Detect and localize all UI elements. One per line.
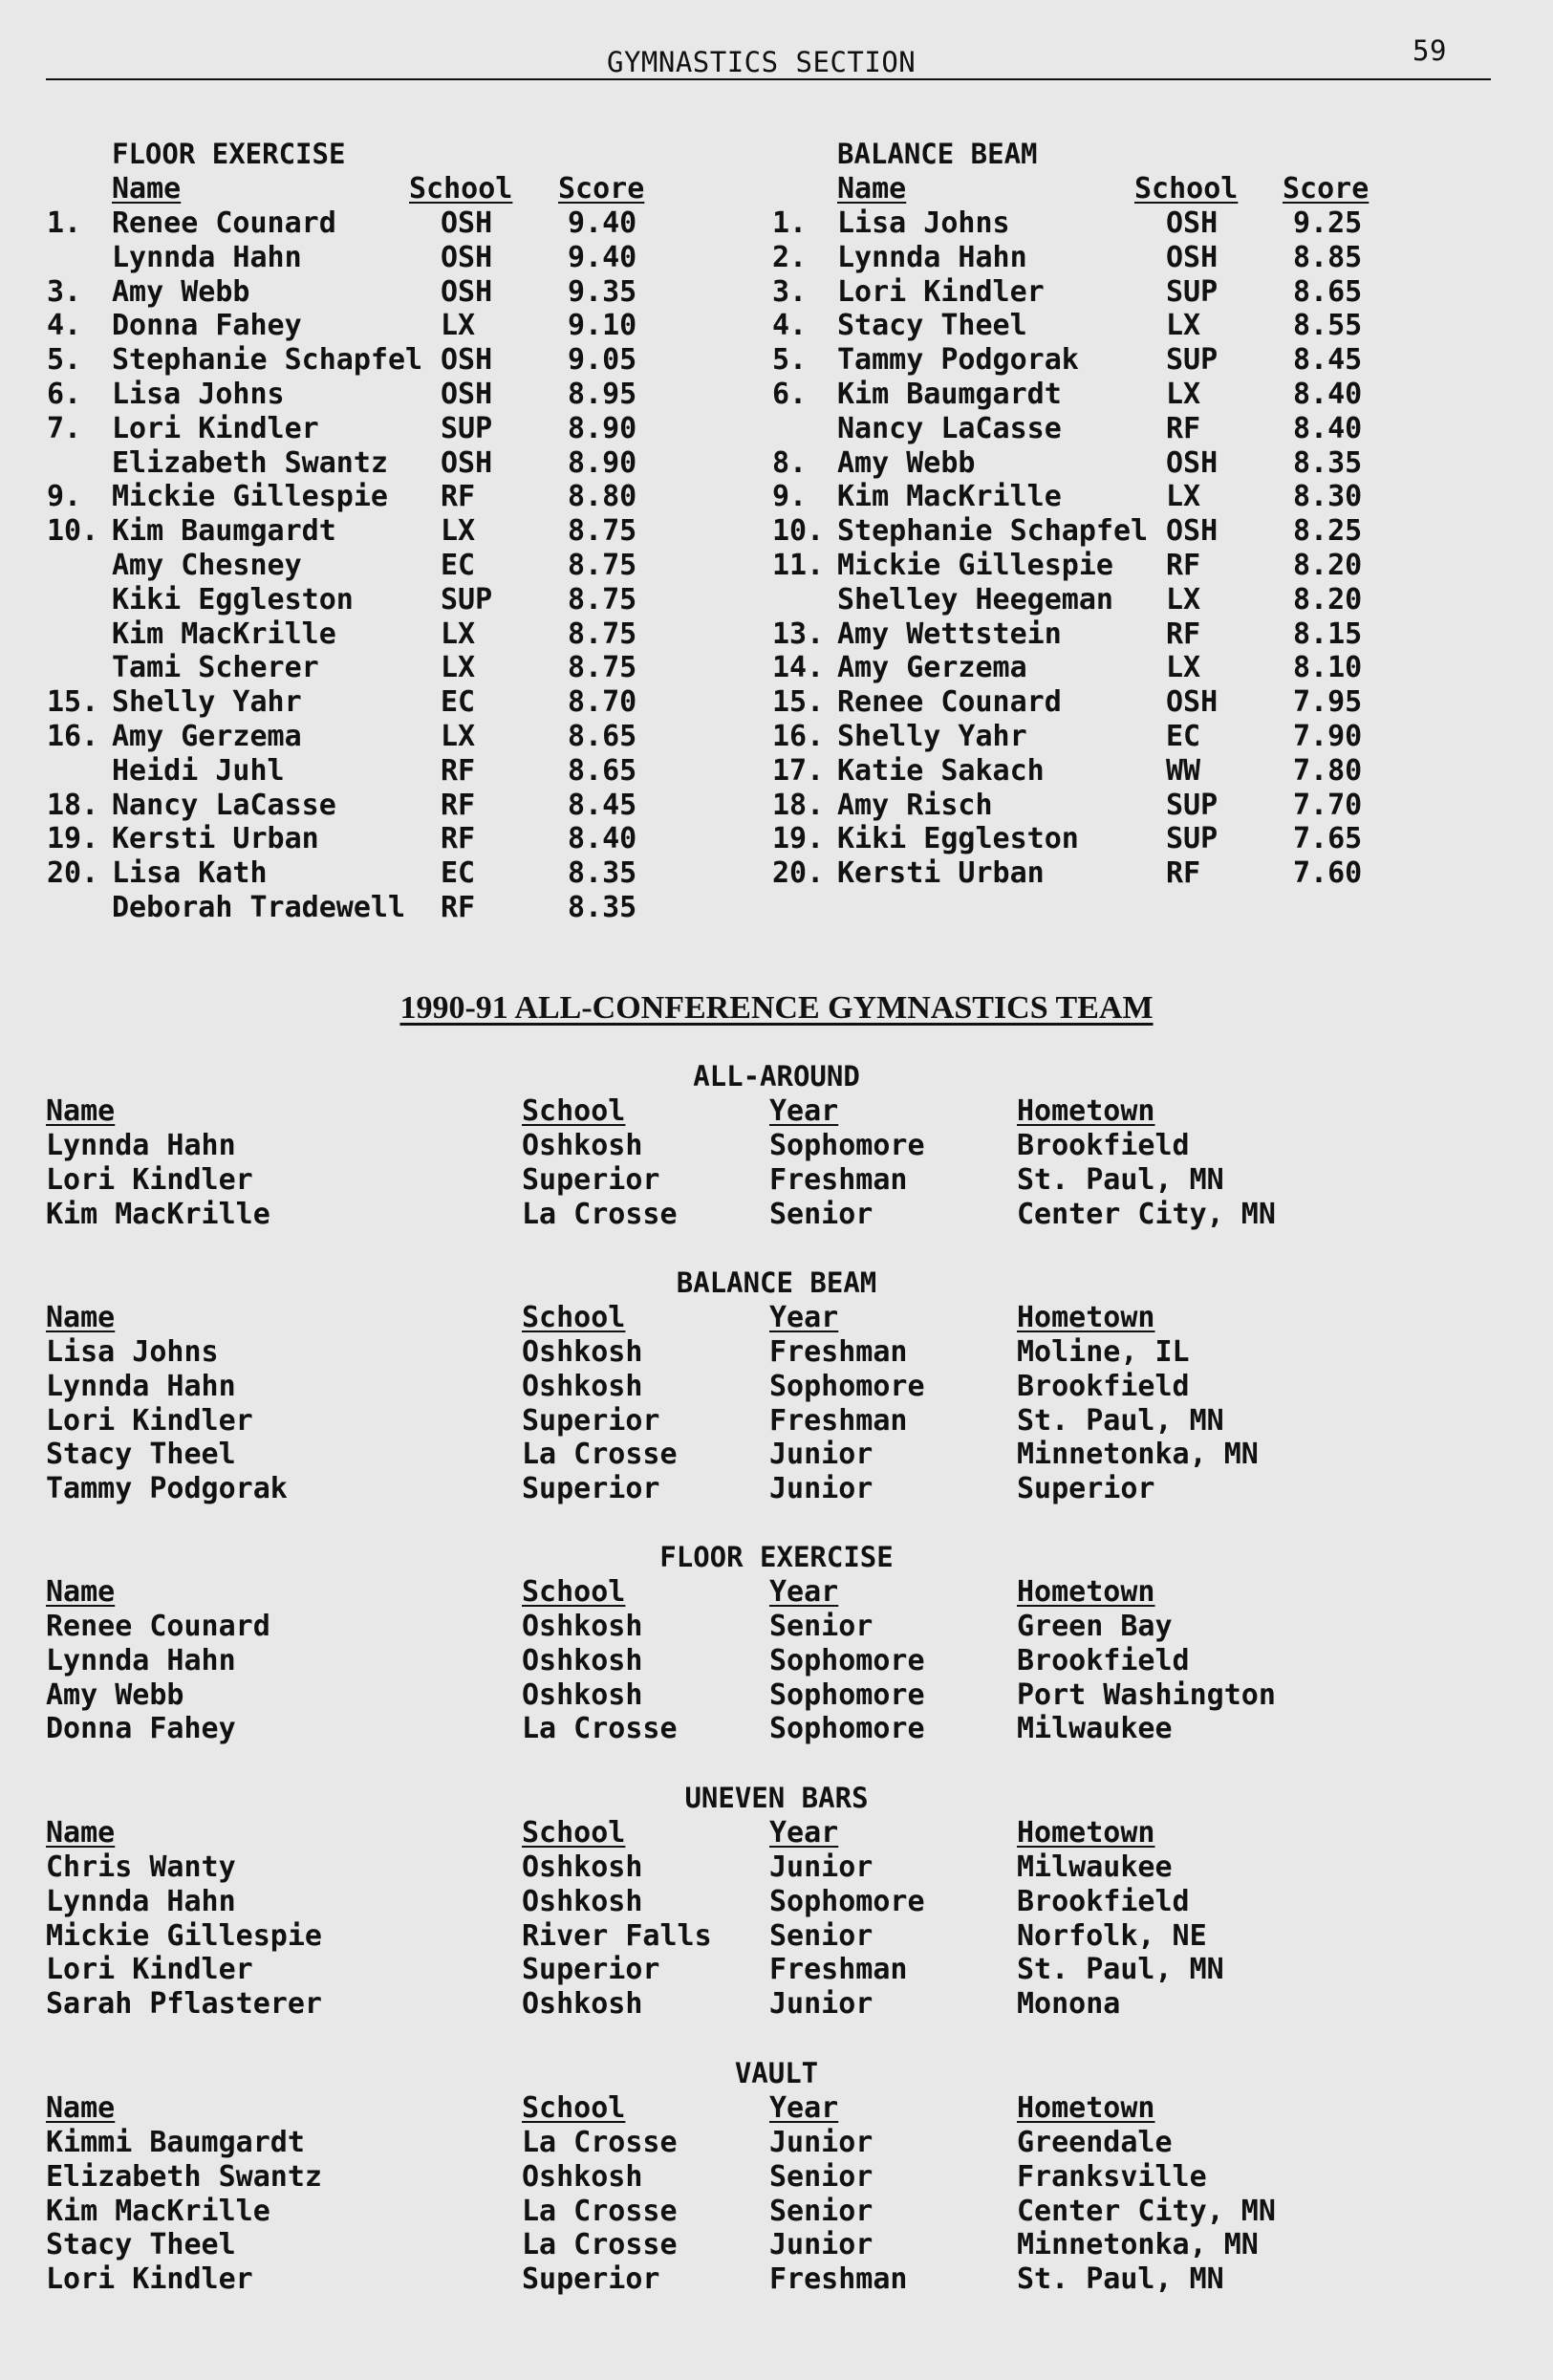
school-code: RF [1166, 549, 1201, 582]
rank: 13. [772, 617, 825, 651]
school-code: LX [441, 617, 476, 651]
member-hometown: Center City, MN [1017, 2194, 1276, 2228]
member-year: Junior [769, 2228, 874, 2262]
team-col-name: Name [46, 2091, 116, 2125]
member-hometown: Center City, MN [1017, 1197, 1276, 1231]
athlete-name: Shelly Yahr [112, 685, 302, 720]
team-col-school: School [522, 1301, 626, 1334]
athlete-name: Lisa Johns [837, 206, 1010, 240]
rank: 9. [772, 480, 808, 514]
athlete-name: Nancy LaCasse [112, 788, 336, 822]
member-name: Lori Kindler [46, 1953, 253, 1987]
rank: 7. [47, 411, 82, 445]
athlete-name: Stephanie Schapfel [112, 343, 423, 378]
athlete-name: Renee Counard [112, 206, 336, 240]
school-code: OSH [441, 378, 493, 411]
score: 8.70 [568, 685, 637, 720]
member-school: River Falls [522, 1918, 712, 1953]
member-year: Senior [769, 1610, 874, 1643]
score: 8.10 [1293, 651, 1363, 685]
score: 8.45 [568, 788, 637, 822]
score: 9.35 [568, 274, 637, 309]
rank: 11. [772, 549, 825, 582]
member-year: Sophomore [769, 1369, 925, 1403]
rank: 6. [47, 378, 82, 411]
athlete-name: Lynnda Hahn [837, 240, 1027, 274]
team-col-name: Name [46, 1575, 116, 1609]
member-year: Sophomore [769, 1712, 925, 1746]
score: 8.20 [1293, 582, 1363, 617]
school-code: RF [1166, 856, 1201, 891]
team-col-name: Name [46, 1301, 116, 1334]
athlete-name: Amy Gerzema [837, 651, 1027, 685]
athlete-name: Shelley Heegeman [837, 582, 1113, 617]
member-hometown: Milwaukee [1017, 1712, 1173, 1746]
school-code: OSH [441, 240, 493, 274]
school-code: RF [441, 788, 476, 822]
member-hometown: Milwaukee [1017, 1850, 1173, 1884]
member-hometown: Brookfield [1017, 1884, 1190, 1918]
member-school: Superior [522, 1162, 660, 1197]
team-col-hometown: Hometown [1017, 2091, 1155, 2125]
score: 9.40 [568, 206, 637, 240]
member-name: Elizabeth Swantz [46, 2159, 322, 2194]
school-code: SUP [441, 582, 493, 617]
member-year: Sophomore [769, 1643, 925, 1677]
beam-title: BALANCE BEAM [837, 138, 1038, 170]
rank: 15. [772, 685, 825, 720]
athlete-name: Lori Kindler [837, 274, 1045, 309]
member-year: Junior [769, 1850, 874, 1884]
score: 7.65 [1293, 822, 1363, 856]
school-code: SUP [1166, 788, 1219, 822]
athlete-name: Amy Webb [112, 274, 250, 309]
member-school: Superior [522, 1403, 660, 1438]
rank: 4. [772, 309, 808, 343]
rank: 6. [772, 378, 808, 411]
school-code: OSH [1166, 206, 1219, 240]
member-hometown: Norfolk, NE [1017, 1918, 1207, 1953]
member-school: Oshkosh [522, 1335, 643, 1369]
athlete-name: Kiki Eggleston [112, 582, 354, 617]
member-year: Freshman [769, 1162, 908, 1197]
school-code: WW [1166, 753, 1201, 788]
member-year: Junior [769, 1438, 874, 1472]
school-code: LX [1166, 582, 1201, 617]
athlete-name: Stacy Theel [837, 309, 1027, 343]
team-col-school: School [522, 1094, 626, 1128]
score: 8.75 [568, 582, 637, 617]
athlete-name: Kim MacKrille [837, 480, 1062, 514]
member-hometown: Greendale [1017, 2126, 1173, 2159]
rank: 10. [47, 514, 99, 549]
score: 8.95 [568, 378, 637, 411]
score: 8.40 [568, 822, 637, 856]
member-school: La Crosse [522, 2228, 678, 2262]
score: 8.35 [568, 891, 637, 924]
score: 9.25 [1293, 206, 1363, 240]
rank: 16. [772, 720, 825, 753]
athlete-name: Amy Webb [837, 445, 976, 480]
school-code: LX [1166, 651, 1201, 685]
athlete-name: Nancy LaCasse [837, 411, 1062, 445]
score: 9.10 [568, 309, 637, 343]
member-name: Donna Fahey [46, 1712, 236, 1746]
member-year: Freshman [769, 2262, 908, 2297]
athlete-name: Amy Gerzema [112, 720, 302, 753]
member-school: La Crosse [522, 1712, 678, 1746]
rank: 19. [772, 822, 825, 856]
school-code: OSH [441, 274, 493, 309]
athlete-name: Kersti Urban [112, 822, 319, 856]
header-rule [46, 78, 1491, 80]
member-year: Senior [769, 1197, 874, 1231]
school-code: LX [1166, 378, 1201, 411]
rank: 5. [772, 343, 808, 378]
member-school: Oshkosh [522, 1850, 643, 1884]
member-hometown: Green Bay [1017, 1610, 1173, 1643]
score: 7.90 [1293, 720, 1363, 753]
rank: 20. [47, 856, 99, 891]
member-hometown: St. Paul, MN [1017, 1403, 1224, 1438]
team-section-title: VAULT [734, 2057, 819, 2089]
score: 7.80 [1293, 753, 1363, 788]
school-code: SUP [1166, 274, 1219, 309]
member-name: Kim MacKrille [46, 2194, 270, 2228]
school-code: LX [441, 514, 476, 549]
school-code: RF [441, 891, 476, 924]
team-section-title: BALANCE BEAM [676, 1266, 877, 1299]
athlete-name: Kim Baumgardt [112, 514, 336, 549]
score: 8.85 [1293, 240, 1363, 274]
athlete-name: Tammy Podgorak [837, 343, 1079, 378]
rank: 1. [772, 206, 808, 240]
member-year: Freshman [769, 1335, 908, 1369]
athlete-name: Katie Sakach [837, 753, 1045, 788]
school-code: EC [1166, 720, 1201, 753]
member-school: La Crosse [522, 2126, 678, 2159]
member-name: Lynnda Hahn [46, 1129, 236, 1162]
score: 7.60 [1293, 856, 1363, 891]
rank: 4. [47, 309, 82, 343]
member-school: Oshkosh [522, 1677, 643, 1712]
score: 9.05 [568, 343, 637, 378]
school-code: OSH [1166, 445, 1219, 480]
athlete-name: Donna Fahey [112, 309, 302, 343]
member-name: Stacy Theel [46, 2228, 236, 2262]
rank: 15. [47, 685, 99, 720]
school-code: SUP [441, 411, 493, 445]
team-col-name: Name [46, 1816, 116, 1850]
member-school: Oshkosh [522, 2159, 643, 2194]
member-year: Sophomore [769, 1129, 925, 1162]
beam-col-name: Name [837, 172, 907, 206]
athlete-name: Deborah Tradewell [112, 891, 406, 924]
athlete-name: Lynnda Hahn [112, 240, 302, 274]
athlete-name: Lisa Kath [112, 856, 268, 891]
score: 7.95 [1293, 685, 1363, 720]
athlete-name: Tami Scherer [112, 651, 319, 685]
member-year: Sophomore [769, 1884, 925, 1918]
member-school: Oshkosh [522, 1369, 643, 1403]
score: 8.40 [1293, 378, 1363, 411]
school-code: SUP [1166, 822, 1219, 856]
score: 8.45 [1293, 343, 1363, 378]
rank: 1. [47, 206, 82, 240]
member-name: Lori Kindler [46, 1162, 253, 1197]
member-year: Senior [769, 2159, 874, 2194]
member-hometown: Brookfield [1017, 1129, 1190, 1162]
school-code: LX [441, 720, 476, 753]
member-hometown: St. Paul, MN [1017, 1953, 1224, 1987]
member-hometown: Superior [1017, 1472, 1155, 1506]
athlete-name: Kersti Urban [837, 856, 1045, 891]
athlete-name: Amy Chesney [112, 549, 302, 582]
member-name: Tammy Podgorak [46, 1472, 288, 1506]
team-col-school: School [522, 2091, 626, 2125]
member-year: Junior [769, 1472, 874, 1506]
score: 8.75 [568, 514, 637, 549]
member-hometown: Franksville [1017, 2159, 1207, 2194]
member-school: Oshkosh [522, 1643, 643, 1677]
school-code: OSH [1166, 514, 1219, 549]
score: 8.20 [1293, 549, 1363, 582]
school-code: EC [441, 549, 476, 582]
member-name: Lori Kindler [46, 1403, 253, 1438]
member-school: Oshkosh [522, 1610, 643, 1643]
school-code: LX [1166, 309, 1201, 343]
member-name: Kim MacKrille [46, 1197, 270, 1231]
floor-col-school: School [409, 172, 513, 206]
member-name: Sarah Pflasterer [46, 1987, 322, 2022]
athlete-name: Lori Kindler [112, 411, 319, 445]
score: 7.70 [1293, 788, 1363, 822]
rank: 2. [772, 240, 808, 274]
team-col-year: Year [769, 1575, 839, 1609]
member-school: Oshkosh [522, 1884, 643, 1918]
athlete-name: Renee Counard [837, 685, 1062, 720]
rank: 17. [772, 753, 825, 788]
score: 8.30 [1293, 480, 1363, 514]
member-hometown: Minnetonka, MN [1017, 2228, 1259, 2262]
member-school: La Crosse [522, 1197, 678, 1231]
beam-col-score: Score [1283, 172, 1370, 206]
rank: 20. [772, 856, 825, 891]
rank: 10. [772, 514, 825, 549]
athlete-name: Kim MacKrille [112, 617, 336, 651]
school-code: OSH [1166, 685, 1219, 720]
member-year: Sophomore [769, 1677, 925, 1712]
member-school: Oshkosh [522, 1129, 643, 1162]
score: 8.80 [568, 480, 637, 514]
athlete-name: Amy Wettstein [837, 617, 1062, 651]
team-col-hometown: Hometown [1017, 1575, 1155, 1609]
score: 8.65 [568, 753, 637, 788]
floor-title: FLOOR EXERCISE [112, 138, 346, 170]
member-year: Senior [769, 2194, 874, 2228]
school-code: EC [441, 685, 476, 720]
team-col-year: Year [769, 2091, 839, 2125]
school-code: OSH [441, 343, 493, 378]
floor-col-score: Score [558, 172, 645, 206]
team-col-hometown: Hometown [1017, 1301, 1155, 1334]
member-school: Superior [522, 1472, 660, 1506]
athlete-name: Heidi Juhl [112, 753, 285, 788]
score: 8.75 [568, 651, 637, 685]
athlete-name: Kim Baumgardt [837, 378, 1062, 411]
school-code: LX [441, 651, 476, 685]
member-year: Junior [769, 1987, 874, 2022]
member-hometown: Port Washington [1017, 1677, 1276, 1712]
member-name: Chris Wanty [46, 1850, 236, 1884]
score: 8.90 [568, 411, 637, 445]
school-code: SUP [1166, 343, 1219, 378]
score: 8.75 [568, 549, 637, 582]
school-code: RF [1166, 617, 1201, 651]
athlete-name: Mickie Gillespie [837, 549, 1113, 582]
member-hometown: St. Paul, MN [1017, 1162, 1224, 1197]
member-hometown: Monona [1017, 1987, 1121, 2022]
member-year: Junior [769, 2126, 874, 2159]
team-col-school: School [522, 1575, 626, 1609]
member-name: Kimmi Baumgardt [46, 2126, 305, 2159]
school-code: EC [441, 856, 476, 891]
member-year: Freshman [769, 1403, 908, 1438]
member-hometown: Minnetonka, MN [1017, 1438, 1259, 1472]
rank: 9. [47, 480, 82, 514]
page-number: 59 [1413, 34, 1447, 67]
section-title: GYMNASTICS SECTION [607, 46, 917, 78]
member-name: Lori Kindler [46, 2262, 253, 2297]
member-name: Stacy Theel [46, 1438, 236, 1472]
member-name: Mickie Gillespie [46, 1918, 322, 1953]
rank: 5. [47, 343, 82, 378]
member-year: Freshman [769, 1953, 908, 1987]
athlete-name: Mickie Gillespie [112, 480, 388, 514]
score: 8.35 [568, 856, 637, 891]
member-school: Superior [522, 2262, 660, 2297]
score: 8.35 [1293, 445, 1363, 480]
member-school: La Crosse [522, 1438, 678, 1472]
score: 8.90 [568, 445, 637, 480]
score: 8.65 [568, 720, 637, 753]
rank: 8. [772, 445, 808, 480]
rank: 18. [772, 788, 825, 822]
school-code: OSH [441, 206, 493, 240]
athlete-name: Stephanie Schapfel [837, 514, 1149, 549]
athlete-name: Lisa Johns [112, 378, 285, 411]
score: 8.75 [568, 617, 637, 651]
team-title: 1990-91 ALL-CONFERENCE GYMNASTICS TEAM [399, 990, 1154, 1026]
score: 8.15 [1293, 617, 1363, 651]
floor-col-name: Name [112, 172, 182, 206]
team-col-hometown: Hometown [1017, 1816, 1155, 1850]
team-col-name: Name [46, 1094, 116, 1128]
rank: 16. [47, 720, 99, 753]
school-code: RF [441, 822, 476, 856]
score: 8.40 [1293, 411, 1363, 445]
member-school: La Crosse [522, 2194, 678, 2228]
member-name: Lynnda Hahn [46, 1369, 236, 1403]
member-school: Oshkosh [522, 1987, 643, 2022]
team-col-year: Year [769, 1816, 839, 1850]
rank: 18. [47, 788, 99, 822]
beam-col-school: School [1134, 172, 1239, 206]
rank: 3. [772, 274, 808, 309]
rank: 19. [47, 822, 99, 856]
member-name: Lisa Johns [46, 1335, 219, 1369]
athlete-name: Amy Risch [837, 788, 993, 822]
team-col-year: Year [769, 1094, 839, 1128]
athlete-name: Elizabeth Swantz [112, 445, 388, 480]
rank: 14. [772, 651, 825, 685]
member-hometown: Moline, IL [1017, 1335, 1190, 1369]
score: 9.40 [568, 240, 637, 274]
member-hometown: Brookfield [1017, 1643, 1190, 1677]
member-name: Renee Counard [46, 1610, 270, 1643]
team-col-hometown: Hometown [1017, 1094, 1155, 1128]
score: 8.25 [1293, 514, 1363, 549]
member-year: Senior [769, 1918, 874, 1953]
team-col-school: School [522, 1816, 626, 1850]
score: 8.65 [1293, 274, 1363, 309]
school-code: RF [441, 480, 476, 514]
school-code: OSH [1166, 240, 1219, 274]
member-name: Lynnda Hahn [46, 1884, 236, 1918]
athlete-name: Shelly Yahr [837, 720, 1027, 753]
school-code: RF [1166, 411, 1201, 445]
school-code: LX [1166, 480, 1201, 514]
school-code: OSH [441, 445, 493, 480]
school-code: RF [441, 753, 476, 788]
team-section-title: FLOOR EXERCISE [659, 1541, 894, 1573]
score: 8.55 [1293, 309, 1363, 343]
team-section-title: ALL-AROUND [693, 1060, 860, 1093]
school-code: LX [441, 309, 476, 343]
member-name: Lynnda Hahn [46, 1643, 236, 1677]
team-section-title: UNEVEN BARS [684, 1782, 869, 1814]
member-hometown: Brookfield [1017, 1369, 1190, 1403]
athlete-name: Kiki Eggleston [837, 822, 1079, 856]
member-name: Amy Webb [46, 1677, 184, 1712]
rank: 3. [47, 274, 82, 309]
member-school: Superior [522, 1953, 660, 1987]
member-hometown: St. Paul, MN [1017, 2262, 1224, 2297]
team-col-year: Year [769, 1301, 839, 1334]
